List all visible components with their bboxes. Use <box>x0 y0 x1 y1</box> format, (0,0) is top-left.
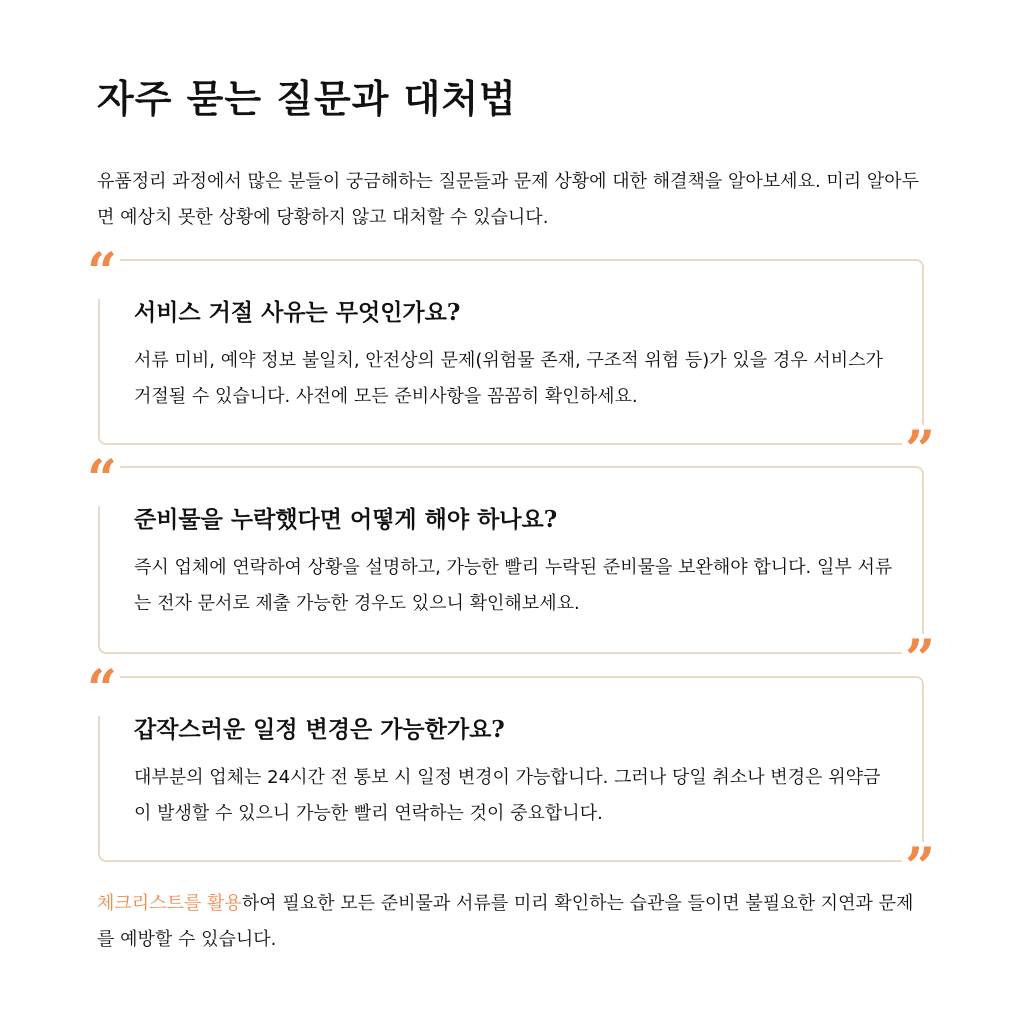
faq-card <box>87 659 935 898</box>
faq-card <box>87 449 935 690</box>
open-quote-icon: “ <box>84 454 120 506</box>
faq-question: 서비스 거절 사유는 무엇인가요? <box>134 299 461 326</box>
page-title: 자주 묻는 질문과 대처법 <box>97 76 517 121</box>
tip-rest: 하여 필요한 모든 준비물과 서류를 미리 확인하는 습관을 들이면 불필요한 지연과 문제를 예방할 수 있습니다. <box>97 893 914 950</box>
faq-question: 갑작스러운 일정 변경은 가능한가요? <box>134 716 505 743</box>
tip-text <box>97 886 927 958</box>
faq-answer: 대부분의 업체는 24시간 전 통보 시 일정 변경이 가능합니다. 그러나 당일 취소나 변경은 위약금이 발생할 수 있으니 가능한 빨리 연락하는 것이 중요합니다. <box>134 767 881 824</box>
intro-text: 유품정리 과정에서 많은 분들이 궁금해하는 질문들과 문제 상황에 대한 해결책을 알아보세요. 미리 알아두면 예상치 못한 상황에 당황하지 않고 대처할 수 있습니다. <box>97 171 920 228</box>
faq-answer: 즉시 업체에 연락하여 상황을 설명하고, 가능한 빨리 누락된 준비물을 보완해야 합니다. 일부 서류는 전자 문서로 제출 가능한 경우도 있으니 확인해보세요. <box>134 557 893 614</box>
faq-answer: 서류 미비, 예약 정보 불일치, 안전상의 문제(위험물 존재, 구조적 위험 등)가 있을 경우 서비스가 거절될 수 있습니다. 사전에 모든 준비사항을 꼼꼼히 확인하세요. <box>134 350 883 407</box>
faq-card <box>87 242 935 481</box>
open-quote-icon: “ <box>84 247 120 299</box>
close-quote-icon: ” <box>902 842 938 894</box>
close-quote-icon: ” <box>902 634 938 686</box>
close-quote-icon: ” <box>902 425 938 477</box>
open-quote-icon: “ <box>84 664 120 716</box>
faq-question: 준비물을 누락했다면 어떻게 해야 하나요? <box>134 506 558 533</box>
tip-highlight: 체크리스트를 활용 <box>97 893 242 914</box>
